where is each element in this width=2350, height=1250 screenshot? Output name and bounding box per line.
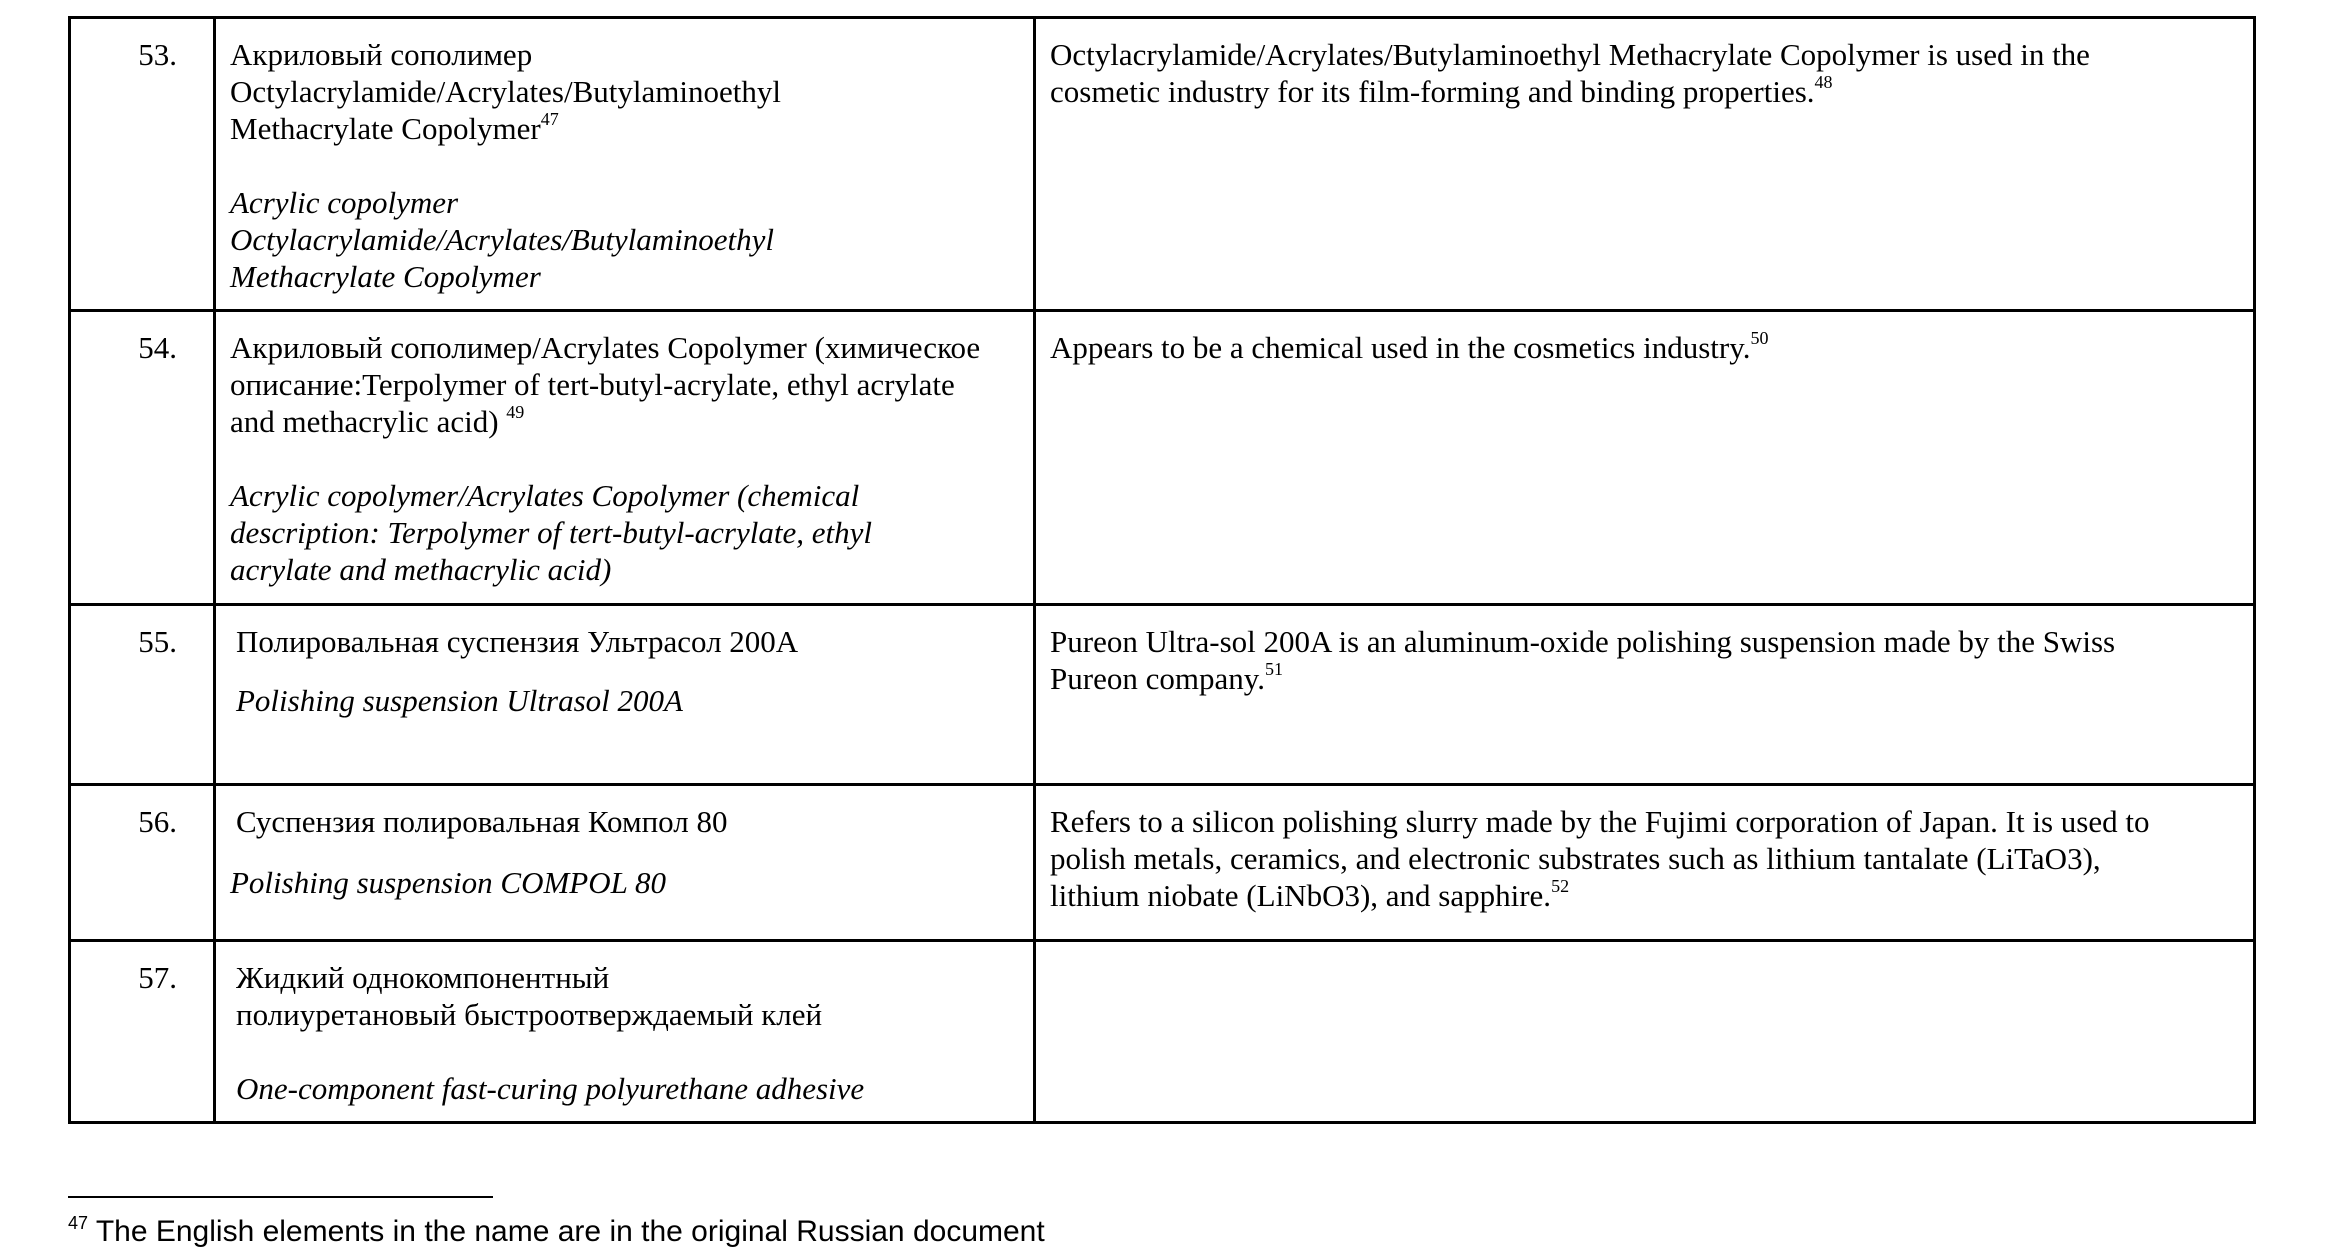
row-number: 55. [70,605,215,785]
russian-name: Акриловый сополимер/Acrylates Copolymer (химическое описание:Terpolymer of tert-butyl-acrylate, ethyl acrylate and methacrylic acid) $^{49}$ [230,330,981,439]
footnote-ref[interactable]: 49 [506,402,525,422]
table-row [70,785,2255,941]
table-row [70,18,2255,311]
row-number: 53. [70,18,215,311]
row-number: 57. [70,941,215,1123]
english-translation: Acrylic copolymer Octylacrylamide/Acrylates/Butylaminoethyl Methacrylate Copolymer [230,185,775,294]
item-name-cell [215,311,1035,605]
row-number: 54. [70,311,215,605]
footnote-ref[interactable]: 50 [1750,328,1769,348]
item-name-cell [215,605,1035,785]
english-translation: One-component fast-curing polyurethane adhesive [236,1071,865,1106]
description-cell [1035,941,2255,1123]
russian-name: Полировальная суспензия Ультрасол 200А [236,624,799,659]
english-translation: Polishing suspension Ultrasol 200A [236,683,683,718]
footnote-separator [68,1196,493,1198]
footnote [68,1214,1045,1250]
table-row [70,941,2255,1123]
item-name-cell [215,18,1035,311]
description-cell: Octylacrylamide/Acrylates/Butylaminoethyl Methacrylate Copolymer is used in the cosmetic industry for its film-forming and binding properties.$^{48}$ [1035,18,2255,311]
footnote-ref[interactable]: 51 [1264,659,1283,679]
description-cell: Pureon Ultra-sol 200A is an aluminum-oxide polishing suspension made by the Swiss Pureon company.$^{51}$ [1035,605,2255,785]
english-translation: Acrylic copolymer/Acrylates Copolymer (chemical description: Terpolymer of tert-butyl-acrylate, ethyl acrylate and methacrylic acid) [230,478,872,587]
items-table [68,16,2256,1124]
description-cell: Appears to be a chemical used in the cosmetics industry.$^{50}$ [1035,311,2255,605]
footnote-ref[interactable]: 48 [1814,72,1833,92]
footnote-ref[interactable]: 52 [1551,876,1570,896]
footnote-ref[interactable]: 47 [540,109,559,129]
item-name-cell [215,941,1035,1123]
table-row [70,311,2255,605]
footnote-text: The English elements in the name are in the original Russian document [88,1215,1045,1248]
english-translation: Polishing suspension COMPOL 80 [230,865,667,900]
footnote-number: 47 [68,1213,89,1233]
item-name-cell [215,785,1035,941]
russian-name: Жидкий однокомпонентный полиуретановый быстроотверждаемый клей [236,960,823,1032]
russian-name: Суспензия полировальная Компол 80 [236,804,728,839]
row-number: 56. [70,785,215,941]
table-row [70,605,2255,785]
description-cell: Refers to a silicon polishing slurry made by the Fujimi corporation of Japan. It is used to polish metals, ceramics, and electronic substrates such as lithium tantalate (LiTaO3), lithium niobate (LiNbO3), and sapphire.$^{52}$ [1035,785,2255,941]
russian-name: Акриловый сополимер Octylacrylamide/Acrylates/Butylaminoethyl Methacrylate Copolymer$^{47}$ [230,37,781,146]
